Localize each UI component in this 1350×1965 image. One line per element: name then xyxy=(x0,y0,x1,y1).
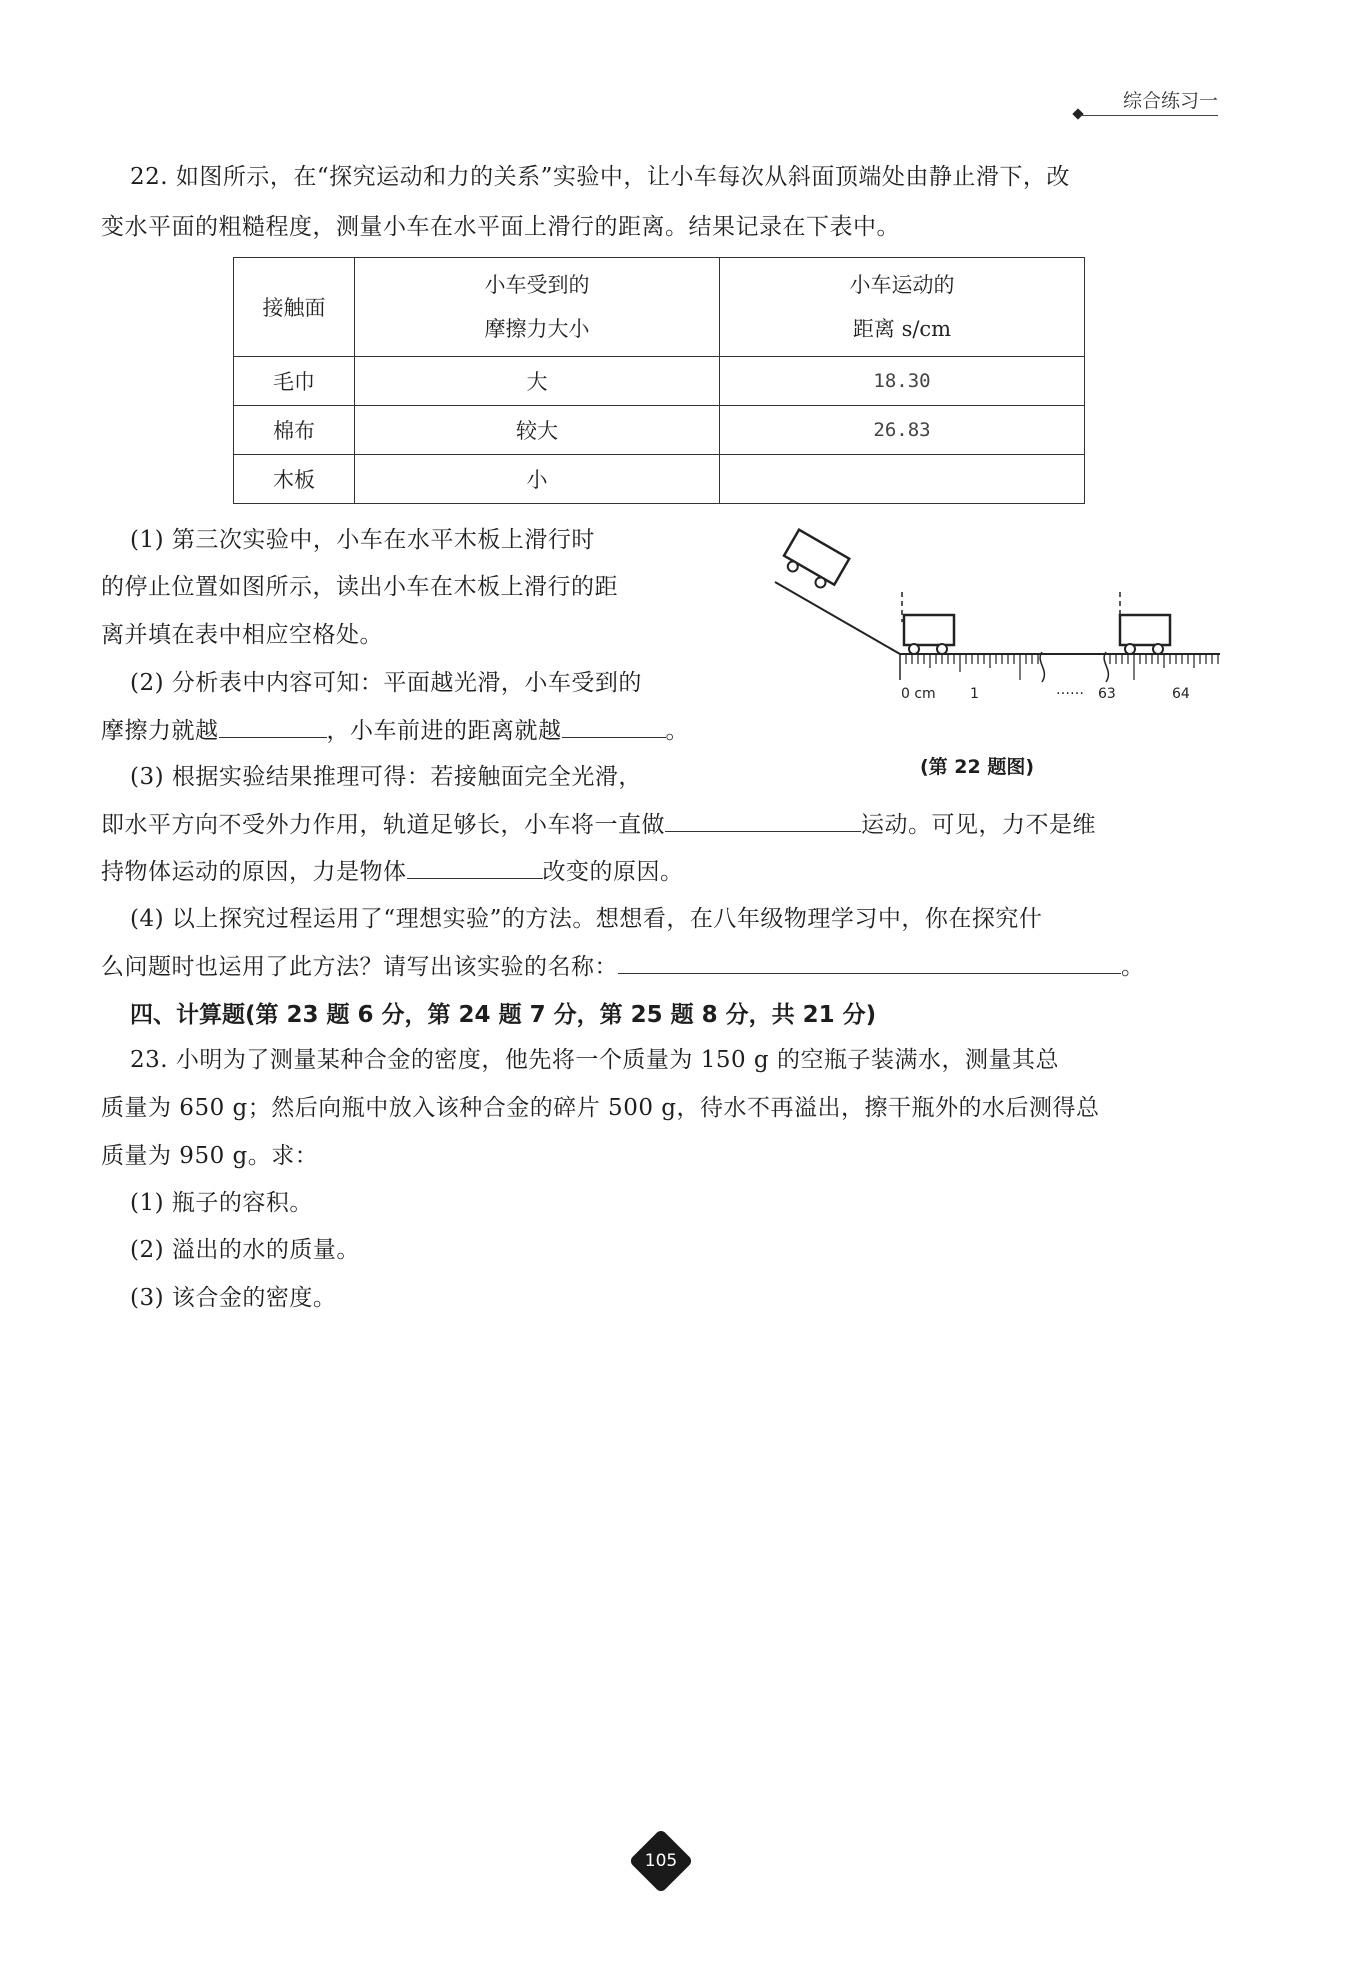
q22-sub2-text-c: 。 xyxy=(665,718,689,744)
header-diamond-icon xyxy=(1072,108,1083,119)
q22-sub3-text-b: 运动。可见，力不是维 xyxy=(861,812,1096,838)
q22-sub2-line2 xyxy=(101,715,689,746)
table-header-text: 距离 s/cm xyxy=(852,317,952,341)
q23-sub1: (1) 瓶子的容积。 xyxy=(130,1190,313,1216)
table-row xyxy=(234,357,1085,406)
table-row xyxy=(234,455,1085,504)
ruler-label-zero: 0 cm xyxy=(901,686,936,702)
table-cell-friction: 小 xyxy=(355,455,720,504)
q22-sub3-text-d: 改变的原因。 xyxy=(542,859,684,885)
incline-ramp xyxy=(775,582,900,654)
page-number: 105 xyxy=(644,1851,678,1871)
q22-sub4-text-b: 。 xyxy=(1121,954,1145,980)
q22-sub4-line1: (4) 以上探究过程运用了“理想实验”的方法。想想看，在八年级物理学习中，你在探究什 xyxy=(130,906,1043,932)
ruler-label-one: 1 xyxy=(970,686,979,702)
header-title: 综合练习一 xyxy=(1122,90,1218,112)
q22-sub4-line2 xyxy=(101,951,1145,982)
table-cell-distance: 18.30 xyxy=(720,357,1085,406)
q22-sub3-line1: (3) 根据实验结果推理可得：若接触面完全光滑， xyxy=(130,764,642,790)
cart-at-stop-position xyxy=(1120,592,1170,654)
q22-sub1-line2: 的停止位置如图所示，读出小车在木板上滑行的距 xyxy=(101,574,618,600)
answer-blank[interactable] xyxy=(219,715,327,738)
table-header-distance xyxy=(720,258,1085,357)
q22-sub1-line3: 离并填在表中相应空格处。 xyxy=(101,622,383,648)
answer-blank[interactable] xyxy=(665,809,861,832)
table-cell-distance: 26.83 xyxy=(720,406,1085,455)
q22-sub2-text-b: ，小车前进的距离就越 xyxy=(326,718,562,744)
q22-intro-line2: 变水平面的粗糙程度，测量小车在水平面上滑行的距离。结果记录在下表中。 xyxy=(101,214,900,240)
table-cell-friction: 大 xyxy=(355,357,720,406)
table-header-text: 摩擦力大小 xyxy=(484,317,590,341)
results-table xyxy=(233,257,1085,504)
answer-blank[interactable] xyxy=(407,856,543,879)
q23-sub3: (3) 该合金的密度。 xyxy=(130,1285,337,1311)
table-header-text: 接触面 xyxy=(262,296,326,320)
q22-sub3-text-c: 持物体运动的原因，力是物体 xyxy=(101,859,407,885)
table-header-friction xyxy=(355,258,720,357)
ruler xyxy=(900,652,1220,702)
table-cell-distance-blank xyxy=(720,455,1085,504)
ruler-label-63: 63 xyxy=(1098,686,1116,702)
q22-intro-line1: 22. 如图所示，在“探究运动和力的关系”实验中，让小车每次从斜面顶端处由静止滑下，改 xyxy=(130,164,1070,190)
table-cell-surface: 木板 xyxy=(234,455,355,504)
q23-line1: 23. 小明为了测量某种合金的密度，他先将一个质量为 150 g 的空瓶子装满水，测量其总 xyxy=(130,1047,1059,1073)
q22-sub2-line1: (2) 分析表中内容可知：平面越光滑，小车受到的 xyxy=(130,670,642,696)
q22-sub3-line3 xyxy=(101,856,684,887)
answer-blank[interactable] xyxy=(562,715,666,738)
cart-on-ramp xyxy=(779,530,849,594)
table-cell-friction: 较大 xyxy=(355,406,720,455)
ruler-label-64: 64 xyxy=(1172,686,1190,702)
table-header-text: 小车运动的 xyxy=(849,273,955,297)
table-cell-surface: 毛巾 xyxy=(234,357,355,406)
q23-line2: 质量为 650 g；然后向瓶中放入该种合金的碎片 500 g，待水不再溢出，擦干瓶外的水后测得总 xyxy=(101,1095,1100,1121)
table-header-row xyxy=(234,258,1085,357)
q22-sub2-text-a: 摩擦力就越 xyxy=(101,718,219,744)
cart-at-start-line xyxy=(902,592,954,654)
table-header-text: 小车受到的 xyxy=(484,273,590,297)
table-cell-surface: 棉布 xyxy=(234,406,355,455)
table-header-surface xyxy=(234,258,355,357)
figure-caption: (第 22 题图) xyxy=(920,756,1035,778)
ruler-label-ellipsis: …… xyxy=(1056,682,1084,698)
answer-blank[interactable] xyxy=(618,951,1121,974)
q22-sub4-text-a: 么问题时也运用了此方法？请写出该实验的名称： xyxy=(101,954,618,980)
q22-sub3-line2 xyxy=(101,809,1096,840)
q23-sub2: (2) 溢出的水的质量。 xyxy=(130,1237,360,1263)
section-four-title: 四、计算题(第 23 题 6 分，第 24 题 7 分，第 25 题 8 分，共 21 分) xyxy=(130,1002,877,1028)
q22-sub3-text-a: 即水平方向不受外力作用，轨道足够长，小车将一直做 xyxy=(101,812,665,838)
q22-sub1-line1: (1) 第三次实验中，小车在水平木板上滑行时 xyxy=(130,527,595,553)
header-rule xyxy=(1080,115,1218,116)
q23-line3: 质量为 950 g。求： xyxy=(101,1143,319,1169)
table-row xyxy=(234,406,1085,455)
experiment-figure xyxy=(770,522,1230,712)
